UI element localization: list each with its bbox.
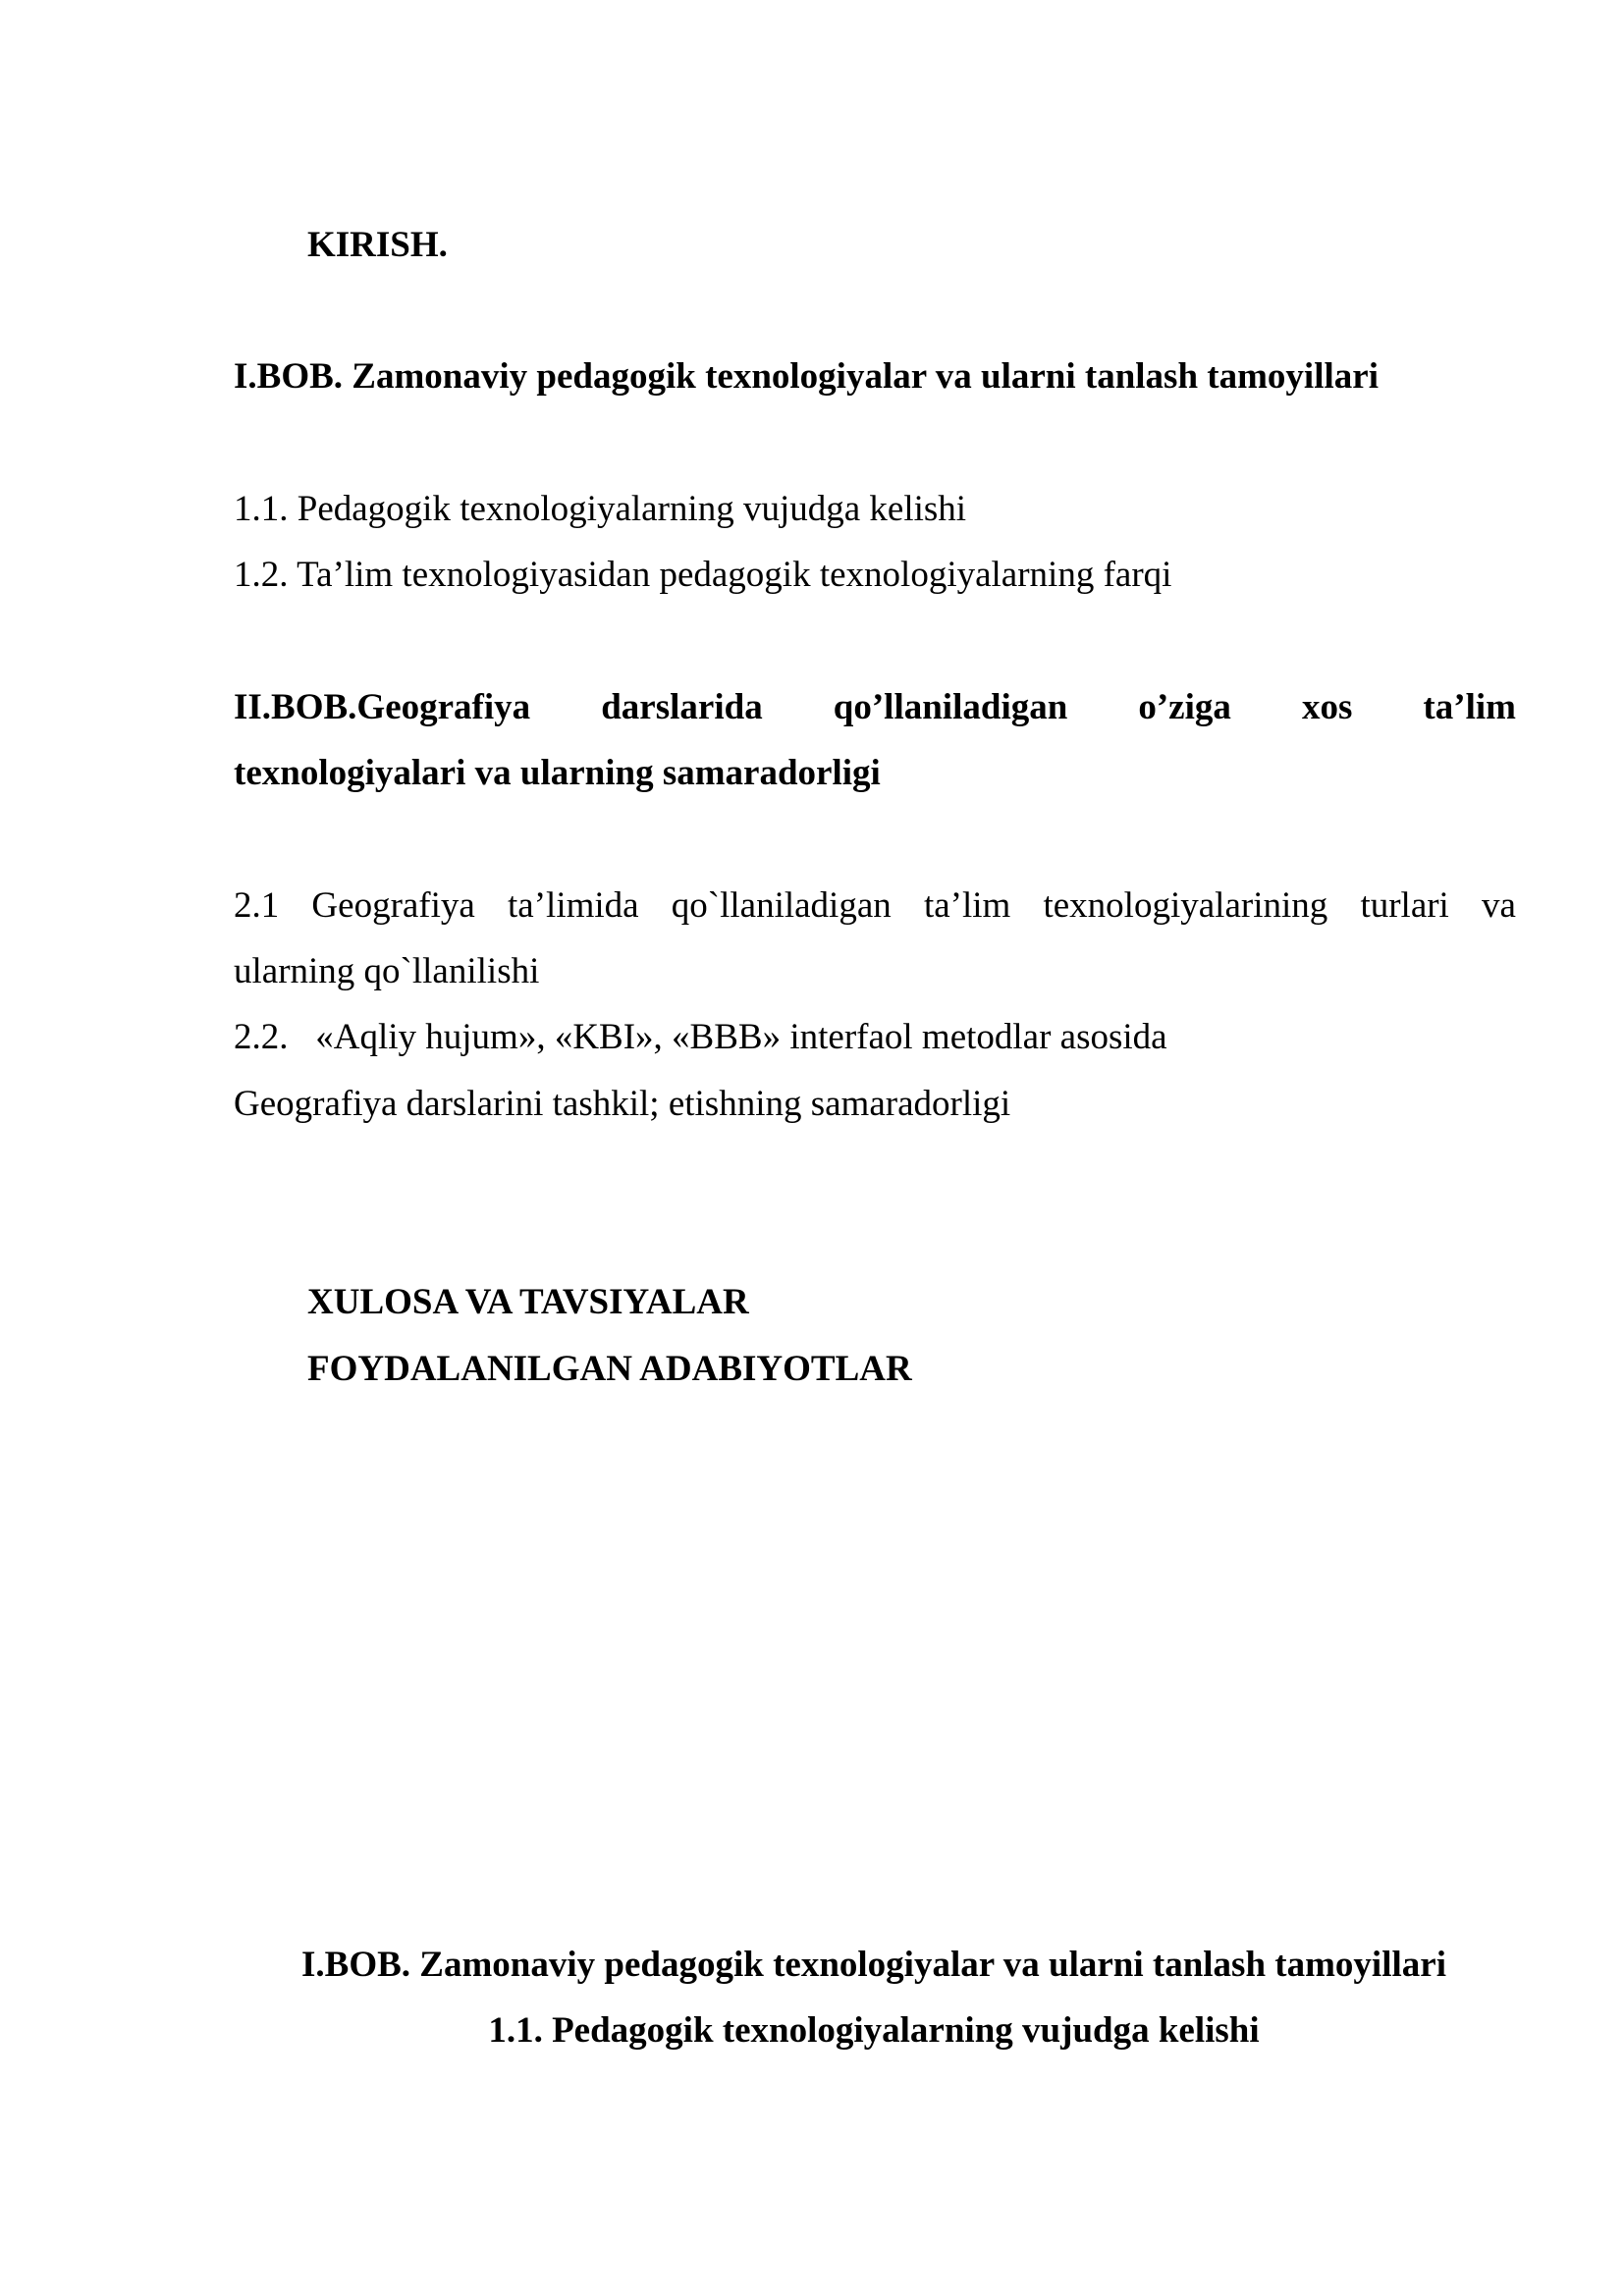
word: Geografiya bbox=[311, 885, 475, 926]
word: xos bbox=[1301, 687, 1353, 727]
word: turlari bbox=[1360, 885, 1449, 926]
word: darslarida bbox=[601, 687, 763, 727]
toc-intro: KIRISH. bbox=[307, 225, 448, 265]
word: ta’lim bbox=[1423, 687, 1516, 727]
word: qo’llaniladigan bbox=[833, 687, 1068, 727]
word: II.BOB.Geografiya bbox=[234, 687, 531, 727]
toc-chapter2-title-line1 bbox=[234, 686, 1516, 729]
toc-references: FOYDALANILGAN ADABIYOTLAR bbox=[307, 1349, 912, 1389]
section-heading: 1.1. Pedagogik texnologiyalarning vujudga kelishi bbox=[488, 2010, 1260, 2051]
word: va bbox=[1482, 885, 1516, 926]
word: qo`llaniladigan bbox=[671, 885, 892, 926]
toc-chapter1-title: I.BOB. Zamonaviy pedagogik texnologiyalar va ularni tanlash tamoyillari bbox=[234, 356, 1379, 397]
toc-chapter2-title-line2: texnologiyalari va ularning samaradorligi bbox=[234, 753, 881, 793]
toc-section-2-2-line1: 2.2. «Aqliy hujum», «KBI», «BBB» interfaol metodlar asosida bbox=[234, 1017, 1167, 1057]
chapter-heading: I.BOB. Zamonaviy pedagogik texnologiyalar va ularni tanlash tamoyillari bbox=[301, 1945, 1446, 1985]
toc-conclusion: XULOSA VA TAVSIYALAR bbox=[307, 1282, 749, 1322]
toc-section-2-1-line2: ularning qo`llanilishi bbox=[234, 951, 540, 991]
word: 2.1 bbox=[234, 885, 280, 926]
word: o’ziga bbox=[1138, 687, 1231, 727]
word: texnologiyalarining bbox=[1043, 885, 1328, 926]
word: ta’limida bbox=[508, 885, 639, 926]
word: ta’lim bbox=[923, 885, 1011, 926]
toc-section-2-2-line2: Geografiya darslarini tashkil; etishning samaradorligi bbox=[234, 1084, 1011, 1124]
toc-section-1-1: 1.1. Pedagogik texnologiyalarning vujudga kelishi bbox=[234, 489, 967, 529]
toc-section-2-1-line1 bbox=[234, 884, 1516, 928]
toc-section-1-2: 1.2. Ta’lim texnologiyasidan pedagogik texnologiyalarning farqi bbox=[234, 555, 1172, 595]
